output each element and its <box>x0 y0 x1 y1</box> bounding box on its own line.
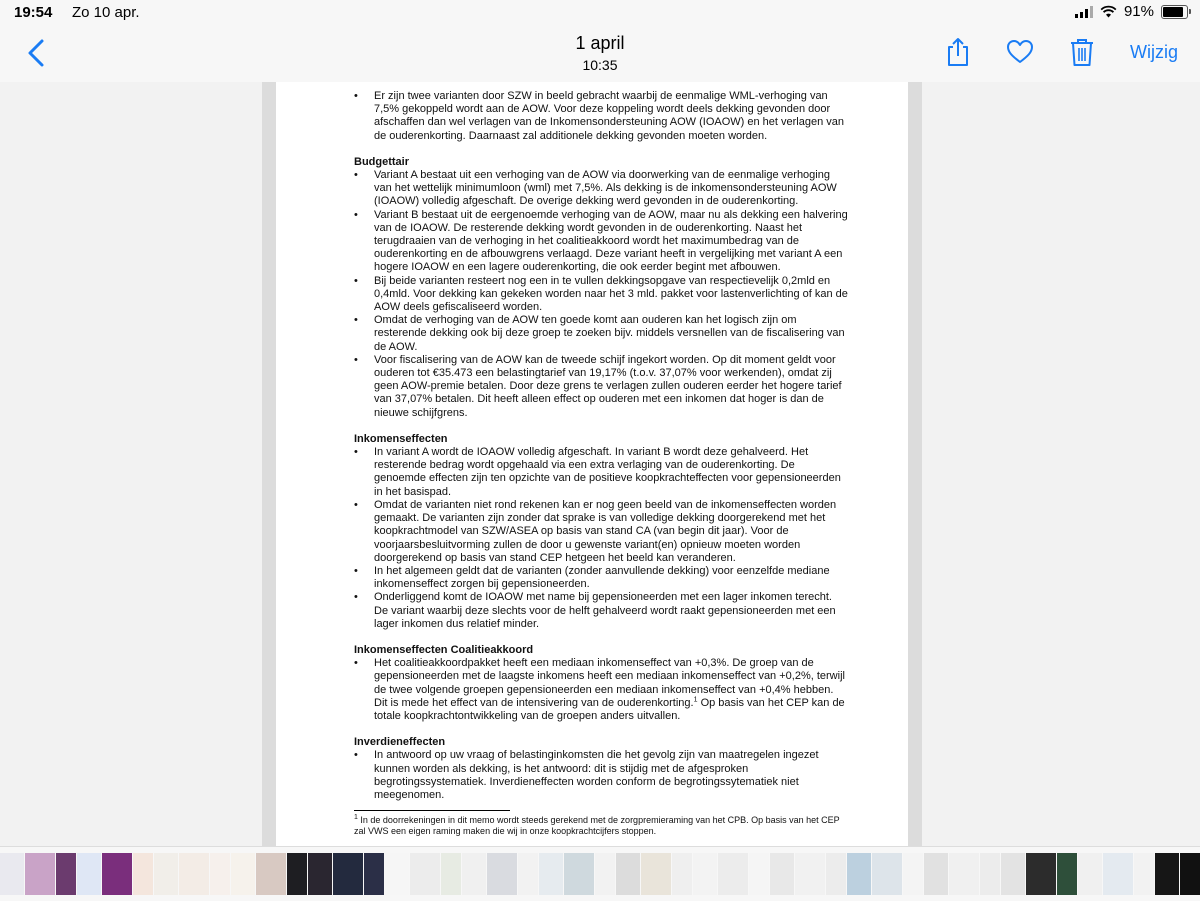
photo-thumbnail[interactable] <box>441 853 461 895</box>
section-heading-inkomenseffecten: Inkomenseffecten <box>354 432 448 445</box>
photo-thumbnail[interactable] <box>672 853 692 895</box>
photo-thumbnail[interactable] <box>77 853 101 895</box>
trash-icon[interactable] <box>1068 36 1096 68</box>
edit-button[interactable]: Wijzig <box>1130 41 1178 62</box>
list-item-text: Het coalitieakkoordpakket heeft een mediaan inkomenseffect van +0,3%. De groep van de gepensioneerden met de laagste inkomens heeft een mediaan inkomenseffect van +0,2%, terwijl de twee volgende groepen gepensioneerden een mediaan inkomenseffect van +0,4% hebben. Dit is mede het effect van de intensivering van de ouderenkorting. <box>374 657 845 709</box>
photo-thumbnail[interactable] <box>518 853 538 895</box>
photo-thumbnail[interactable] <box>56 853 76 895</box>
photo-thumbnail[interactable] <box>256 853 286 895</box>
photo-time: 10:35 <box>582 57 618 73</box>
photo-thumbnail[interactable] <box>949 853 979 895</box>
photo-thumbnail[interactable] <box>718 853 748 895</box>
photo-thumbnail[interactable] <box>364 853 384 895</box>
list-item: • Bij beide varianten resteert nog een in te vullen dekkingsopgave van respectievelijk 0,2mld en 0,4mld. Voor dekking kan gekeken worden naar het 3 mld. pakket voor lastenverlichting of kan de AOW deels gefiscaliseerd worden. <box>374 275 848 315</box>
photo-thumbnail[interactable] <box>1103 853 1133 895</box>
photo-thumbnail[interactable] <box>641 853 671 895</box>
footnote <box>354 815 848 837</box>
photo-date: 1 april <box>575 33 625 53</box>
list-item: • Variant B bestaat uit de eergenoemde verhoging van de AOW, maar nu als dekking een halvering van de IOAOW. De resterende dekking wordt gevonden in de ouderenkorting. Naast het terugdraaien van de verhoging in het coalitieakkoord wordt het maximumbedrag van de ouderenkorting en de afbouwgrens verlaagd. Deze variant heeft in vergelijking met variant A een hogere IOAOW en een lagere ouderenkorting, die ook eerder begint met afbouwen. <box>374 209 848 275</box>
photo-thumbnail[interactable] <box>616 853 640 895</box>
section-heading-inverdieneffecten: Inverdieneffecten <box>354 736 446 749</box>
photo-thumbnail[interactable] <box>924 853 948 895</box>
share-icon[interactable] <box>944 36 972 68</box>
photo-thumbnail[interactable] <box>770 853 794 895</box>
photo-thumbnail[interactable] <box>539 853 563 895</box>
nav-actions <box>944 36 1178 68</box>
cellular-signal-icon <box>1075 6 1093 18</box>
photo-thumbnail[interactable] <box>210 853 230 895</box>
photo-thumbnail[interactable] <box>385 853 409 895</box>
photo-thumbnail[interactable] <box>1001 853 1025 895</box>
list-item: • In antwoord op uw vraag of belastinginkomsten die het gevolg zijn van maatregelen ingezet kunnen worden als dekking, is het antwoord: dit is stijdig met de afgesproken begrotingssystematiek. Inverdieneffecten worden conform de begrotingssytematiek niet meegenomen. <box>374 749 848 802</box>
document-page <box>262 82 922 846</box>
photo-thumbnail[interactable] <box>133 853 153 895</box>
photo-thumbnail[interactable] <box>333 853 363 895</box>
photo-thumbnail[interactable] <box>1134 853 1154 895</box>
photo-thumbnail[interactable] <box>1057 853 1077 895</box>
photo-viewer[interactable] <box>0 82 1200 846</box>
favorite-heart-icon[interactable] <box>1006 36 1034 68</box>
status-date: Zo 10 apr. <box>72 4 140 21</box>
photo-thumbnail[interactable] <box>795 853 825 895</box>
status-bar <box>0 0 1200 24</box>
photo-thumbnail[interactable] <box>693 853 717 895</box>
photo-thumbnail[interactable] <box>462 853 486 895</box>
photo-thumbnail[interactable] <box>872 853 902 895</box>
photo-thumbnail[interactable] <box>826 853 846 895</box>
back-chevron-icon[interactable] <box>22 36 50 70</box>
section-heading-coalitieakkoord: Inkomenseffecten Coalitieakkoord <box>354 643 534 656</box>
budgettair-list <box>354 169 848 420</box>
list-item: • Er zijn twee varianten door SZW in beeld gebracht waarbij de eenmalige WML-verhoging van 7,5% gekoppeld wordt aan de AOW. Voor deze koppeling wordt deels dekking gevonden door afschaffen dan wel verlagen van de Inkomensondersteuning AOW (IOAOW) en het verlagen van de ouderenkorting. Daarnaast zal additionele dekking gevonden moeten worden. <box>374 90 848 143</box>
photo-thumbnail[interactable] <box>25 853 55 895</box>
photo-thumbnail[interactable] <box>903 853 923 895</box>
list-item <box>374 657 848 723</box>
status-time: 19:54 <box>14 4 53 21</box>
photo-thumbnail[interactable] <box>980 853 1000 895</box>
intro-list <box>354 90 848 143</box>
inkomenseffecten-list <box>354 446 848 631</box>
battery-icon <box>1161 5 1188 19</box>
list-item: • In het algemeen geldt dat de varianten (zonder aanvullende dekking) voor eenzelfde mediane inkomenseffect zorgen bij gepensioneerden. <box>374 565 848 591</box>
photo-thumbnail[interactable] <box>847 853 871 895</box>
list-item: • Onderliggend komt de IOAOW met name bij gepensioneerden met een lager inkomen terecht. De variant waarbij deze slechts voor de helft gehalveerd wordt raakt gepensioneerden met een lager inkomen dus relatief minder. <box>374 591 848 631</box>
footnote-divider <box>354 810 510 811</box>
photo-thumbnail[interactable] <box>1078 853 1102 895</box>
footnote-mark: 1 <box>354 814 358 822</box>
photo-thumbnail[interactable] <box>749 853 769 895</box>
thumbnail-list <box>0 853 1200 895</box>
footnote-text: In de doorrekeningen in dit memo wordt steeds gerekend met de zorgpremieraming van het CPB. Op basis van het CEP zal VWS een eigen raming maken die wij in onze koopkrachtcijfers stoppen. <box>354 815 840 837</box>
photo-thumbnail[interactable] <box>487 853 517 895</box>
photo-thumbnail[interactable] <box>179 853 209 895</box>
photo-title <box>500 32 700 74</box>
list-item-text: Op basis van het CEP kan de totale koopkrachtontwikkeling van de groepen anders uitvallen. <box>374 696 845 722</box>
photo-thumbnail[interactable] <box>154 853 178 895</box>
status-indicators <box>1075 3 1188 20</box>
photo-thumbnail[interactable] <box>308 853 332 895</box>
photo-thumbnail[interactable] <box>0 853 24 895</box>
photo-thumbnail[interactable] <box>231 853 255 895</box>
list-item: • Omdat de verhoging van de AOW ten goede komt aan ouderen kan het logisch zijn om resterende dekking ook bij deze groep te zoeken bijv. middels versnellen van de fiscalisering van de AOW. <box>374 314 848 354</box>
list-item: • Omdat de varianten niet rond rekenen kan er nog geen beeld van de inkomenseffecten worden gemaakt. De varianten zijn zonder dat sprake is van volledige dekking doorgerekend met het koopkrachtmodel van SZW/ASEA op basis van stand CA (van begin dit jaar). Voor de voorjaarsbesluitvorming zullen de door u gewenste variant(en) opnieuw moeten worden doorgerekend op basis van stand CEP hetgeen het beeld kan veranderen. <box>374 499 848 565</box>
list-item: • Voor fiscalisering van de AOW kan de tweede schijf ingekort worden. Op dit moment geldt voor ouderen tot €35.473 een belastingtarief van 19,17% (t.o.v. 37,07% voor werkenden), omdat zij geen AOW-premie betalen. Door deze grens te verlagen zullen ouderen eerder het hogere tarief van 37,07% betalen. Dit heeft alleen effect op ouderen met een inkomen dat hoger is dan de nieuwe schijfgrens. <box>374 354 848 420</box>
section-heading-budgettair: Budgettair <box>354 155 409 168</box>
footnote-reference: 1 <box>693 696 698 704</box>
list-item: • In variant A wordt de IOAOW volledig afgeschaft. In variant B wordt deze gehalveerd. Het resterende bedrag wordt opgehaald via een extra verlaging van de ouderenkorting. De genoemde effecten zijn ten opzichte van de positieve koopkrachteffecten voor gepensioneerden in het basispad. <box>374 446 848 499</box>
wifi-icon <box>1100 5 1117 18</box>
photo-thumbnail[interactable] <box>1155 853 1179 895</box>
battery-percentage: 91% <box>1123 3 1154 20</box>
photo-thumbnail[interactable] <box>287 853 307 895</box>
photo-thumbnail[interactable] <box>1180 853 1200 895</box>
photo-thumbnail[interactable] <box>595 853 615 895</box>
inverdieneffecten-list <box>354 749 848 802</box>
photo-thumbnail[interactable] <box>564 853 594 895</box>
photo-thumbnail[interactable] <box>102 853 132 895</box>
photo-thumbnail[interactable] <box>1026 853 1056 895</box>
nav-bar <box>0 24 1200 82</box>
coalitieakkoord-list <box>354 657 848 723</box>
list-item: • Variant A bestaat uit een verhoging van de AOW via doorwerking van de eenmalige verhoging van het wettelijk minimumloon (wml) met 7,5%. Als dekking is de inkomensondersteuning AOW (IOAOW) volledig afgeschaft. De overige dekking werd gevonden in de ouderenkorting. <box>374 169 848 209</box>
photo-thumbnail[interactable] <box>410 853 440 895</box>
thumbnail-strip[interactable] <box>0 846 1200 901</box>
